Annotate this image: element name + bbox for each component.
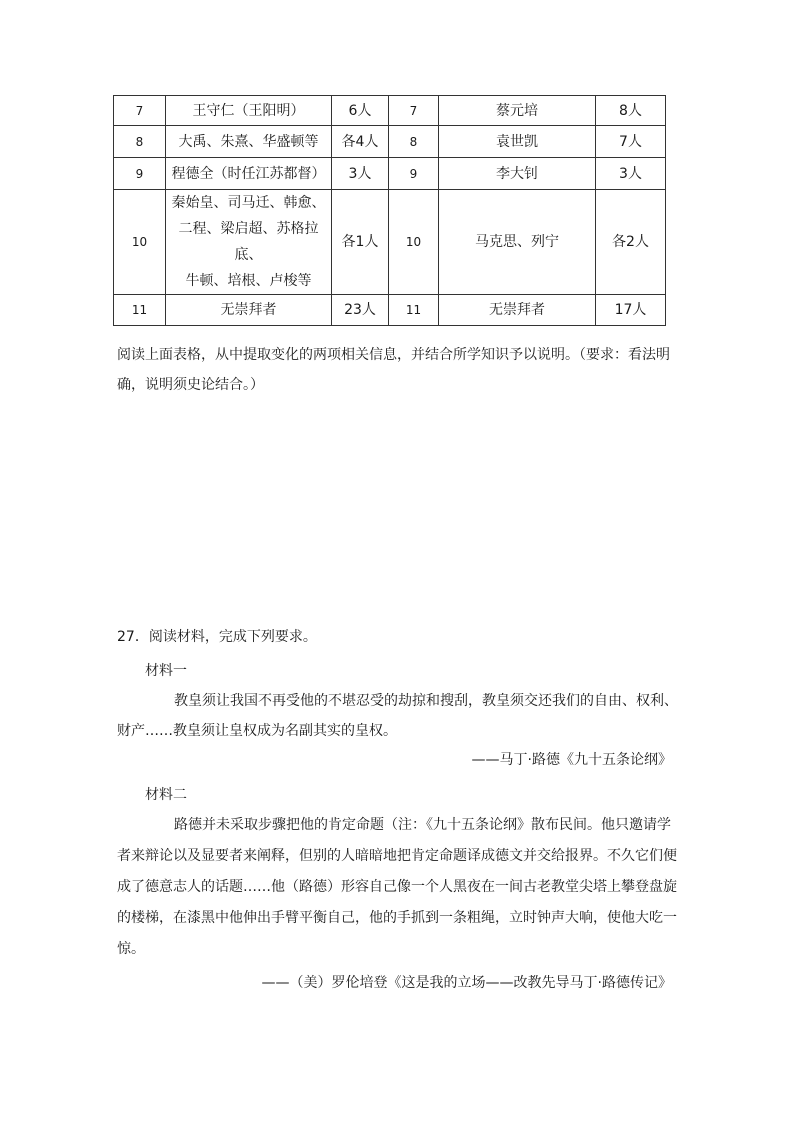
- count-cell: 各1人: [332, 190, 389, 295]
- rank-cell: 11: [389, 295, 439, 326]
- rank-cell: 7: [114, 96, 166, 126]
- question-prompt: 阅读上面表格，从中提取变化的两项相关信息，并结合所学知识予以说明。（要求：看法明确，说明须史论结合。）: [117, 347, 670, 393]
- idol-cell: 无崇拜者: [439, 295, 596, 326]
- material-1-text: 教皇须让我国不再受他的不堪忍受的劫掠和搜刮，教皇须交还我们的自由、权利、财产……教皇须让皇权成为名副其实的皇权。: [117, 693, 678, 739]
- count-cell: 23人: [332, 295, 389, 326]
- material-1-label: 材料一: [145, 663, 187, 679]
- material-1-source: ——马丁·路德《九十五条论纲》: [471, 752, 672, 768]
- material-2-source: ——（美）罗伦培登《这是我的立场——改教先导马丁·路德传记》: [261, 975, 672, 991]
- idol-cell: 王守仁（王阳明）: [166, 96, 332, 126]
- idol-cell: 袁世凯: [439, 126, 596, 158]
- idol-cell: 马克思、列宁: [439, 190, 596, 295]
- table-row: [114, 295, 666, 326]
- count-cell: 7人: [596, 126, 666, 158]
- question-27-heading: 27．阅读材料，完成下列要求。: [117, 629, 317, 645]
- idol-cell: 大禹、朱熹、华盛顿等: [166, 126, 332, 158]
- count-cell: 3人: [332, 158, 389, 190]
- table-row: [114, 126, 666, 158]
- rank-cell: 9: [114, 158, 166, 190]
- ranking-table: [113, 95, 666, 326]
- rank-cell: 7: [389, 96, 439, 126]
- material-2-label: 材料二: [145, 787, 187, 803]
- idol-cell: 蔡元培: [439, 96, 596, 126]
- table-row: [114, 158, 666, 190]
- table-row: [114, 190, 666, 295]
- rank-cell: 10: [114, 190, 166, 295]
- count-cell: 17人: [596, 295, 666, 326]
- material-2-text: 路德并未采取步骤把他的肯定命题（注：《九十五条论纲》散布民间。他只邀请学者来辩论以及显要者来阐释，但别的人暗暗地把肯定命题译成德文并交给报界。不久它们便成了德意志人的话题……他（路德）形容自己像一个人黑夜在一间古老教堂尖塔上攀登盘旋的楼梯，在漆黑中他伸出手臂平衡自己，他的手抓到一条粗绳，立时钟声大响，使他大吃一惊。: [117, 817, 677, 957]
- idol-cell: 程德全（时任江苏都督）: [166, 158, 332, 190]
- idol-cell: 无崇拜者: [166, 295, 332, 326]
- rank-cell: 8: [389, 126, 439, 158]
- rank-cell: 8: [114, 126, 166, 158]
- count-cell: 各2人: [596, 190, 666, 295]
- count-cell: 3人: [596, 158, 666, 190]
- rank-cell: 9: [389, 158, 439, 190]
- count-cell: 8人: [596, 96, 666, 126]
- idol-cell: 李大钊: [439, 158, 596, 190]
- table-row: [114, 96, 666, 126]
- count-cell: 各4人: [332, 126, 389, 158]
- idol-cell: 秦始皇、司马迁、韩愈、 二程、梁启超、苏格拉底、 牛顿、培根、卢梭等: [166, 190, 332, 295]
- rank-cell: 10: [389, 190, 439, 295]
- count-cell: 6人: [332, 96, 389, 126]
- rank-cell: 11: [114, 295, 166, 326]
